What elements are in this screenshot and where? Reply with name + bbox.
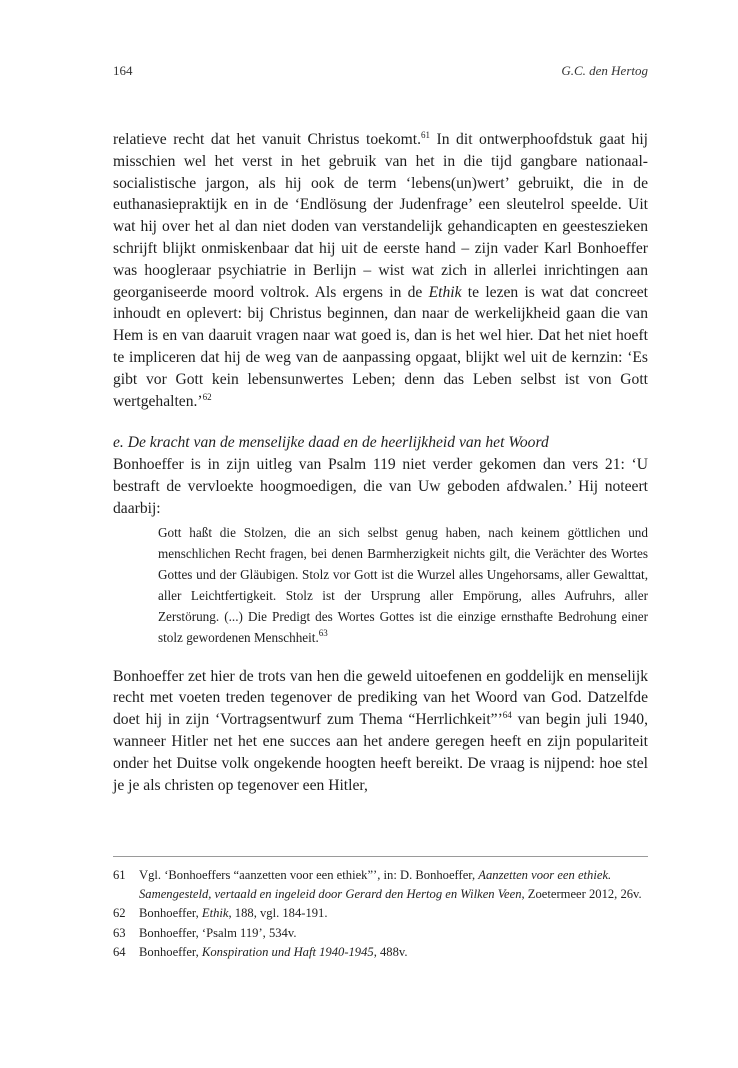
footnote-text	[139, 943, 648, 962]
page-number: 164	[113, 63, 133, 78]
footnote-text-post: , 188, vgl. 184-191.	[228, 906, 328, 921]
footnote-title: Konspiration und Haft 1940-1945	[201, 944, 374, 959]
paragraph-1-text-c: te lezen is wat dat concreet inhoudt en oplevert: bij Christus beginnen, dan naar de werkelijkheid gaan die van Hem is en van daaruit vragen naar wat goed is, dan is het wel hier. Dat het niet hoeft te impliceren dat hij de weg van de aanpassing opgaat, blijkt wel uit de kernzin: ‘Es gibt vor Gott kein lebensunwertes Leben; denn das Leben selbst ist von Gott wertgehalten.’	[113, 283, 649, 410]
footnote-64	[113, 943, 648, 962]
footnote-61	[113, 866, 648, 904]
footnote-ref-62[interactable]: 62	[202, 391, 212, 402]
footnotes	[113, 866, 648, 962]
paragraph-3	[113, 666, 648, 797]
footnote-ref-61[interactable]: 61	[421, 130, 431, 140]
block-quote-text: Gott haßt die Stolzen, die an sich selbst genug haben, nach keinem göttlichen und menschlichen Recht fragen, bei denen Barmherzigkeit nichts gilt, die Verächter des Wortes Gottes und der Gläubigen. Stolz vor Gott ist die Wurzel alles Ungehorsams, aller Gewalttat, aller Leichtfertigkeit. Stolz ist der Ursprung aller Empörung, alles Aufruhrs, aller Zerstörung. (...) Die Predigt des Wortes Gottes ist die einzige ernsthafte Bedrohung einer stolz gewordenen Menschheit.	[158, 524, 648, 645]
footnote-ref-63[interactable]: 63	[318, 627, 328, 638]
section-heading: e. De kracht van de menselijke daad en de heerlijkheid van het Woord	[113, 434, 549, 452]
footnote-number: 64	[113, 944, 126, 959]
running-head-author: G.C. den Hertog	[561, 63, 648, 78]
footnote-text-post: , 488v.	[373, 944, 408, 959]
footnote-62	[113, 904, 648, 923]
block-quote	[158, 522, 648, 648]
footnote-text-pre: Bonhoeffer,	[139, 906, 202, 921]
paragraph-3-text-b: van begin juli 1940, wanneer Hitler net het ene succes aan het andere geregen heeft en zijn populariteit onder het Duitse volk ongekende hoogten heeft bereikt. De vraag is nijpend: hoe stel je je als christen op tegenover een Hitler,	[113, 711, 648, 794]
footnote-text	[139, 924, 648, 943]
footnote-number: 61	[113, 868, 126, 882]
footnote-text	[139, 904, 648, 923]
footnote-text-pre: Vgl. ‘Bonhoeffers “aanzetten voor een ethiek”’, in: D. Bonhoeffer,	[139, 868, 479, 882]
block-quote-wrapper	[113, 522, 648, 648]
footnote-63	[113, 924, 648, 943]
footnote-divider	[113, 856, 648, 857]
paragraph-3-text-a: Bonhoeffer zet hier de trots van hen die geweld uitoefenen en goddelijk en menselijk recht met voeten treden tegenover de prediking van het Woord van God. Datzelfde doet hij in zijn ‘Vortragsentwurf zum Thema “Herrlichkeit”’	[113, 667, 648, 729]
footnote-text-post: , Zoetermeer 2012, 26v.	[521, 887, 642, 902]
footnote-text-pre: Bonhoeffer, ‘Psalm 119’, 534v.	[139, 925, 297, 940]
paragraph-1	[113, 129, 648, 412]
ethik-title: Ethik	[428, 283, 462, 301]
paragraph-2: Bonhoeffer is in zijn uitleg van Psalm 119 niet verder gekomen dan vers 21: ‘U bestraft de vervloekte hoogmoedigen, die van Uw geboden afdwalen.’ Hij noteert daarbij:	[113, 456, 648, 517]
footnote-text	[139, 866, 648, 904]
paragraph-1-text-a: relatieve recht dat het vanuit Christus toekomt.	[113, 131, 422, 148]
paragraph-1-text-b: In dit ontwerphoofdstuk gaat hij misschien wel het verst in het gebruik van het in die tijd gangbare nationaal-socialistische jargon, als hij ook de term ‘lebens(un)wert’ gebruikt, die in de euthanasiepraktijk en in de ‘Endlösung der Judenfrage’ een sleutelrol speelde. Uit wat hij over het al dan niet doden van verstandelijk gehandicapten en geesteszieken schrijft blijkt onmiskenbaar dat hij uit de eerste hand – zijn vader Karl Bonhoeffer was hoogleraar psychiatrie in Berlijn – wist wat zich in allerlei inrichtingen aan georganiseerde moord voltrok. Als ergens in de	[113, 131, 648, 301]
footnote-text-pre: Bonhoeffer,	[139, 944, 202, 959]
main-text	[113, 129, 648, 796]
footnote-ref-64[interactable]: 64	[502, 710, 512, 721]
running-header	[113, 63, 648, 79]
footnote-number: 63	[113, 925, 126, 940]
footnote-number: 62	[113, 906, 126, 921]
footnote-title: Ethik	[201, 906, 229, 921]
footnote-title: Aanzetten voor een ethiek. Samengesteld, vertaald en ingeleid door Gerard den Hertog en Wilken Veen	[139, 868, 612, 902]
